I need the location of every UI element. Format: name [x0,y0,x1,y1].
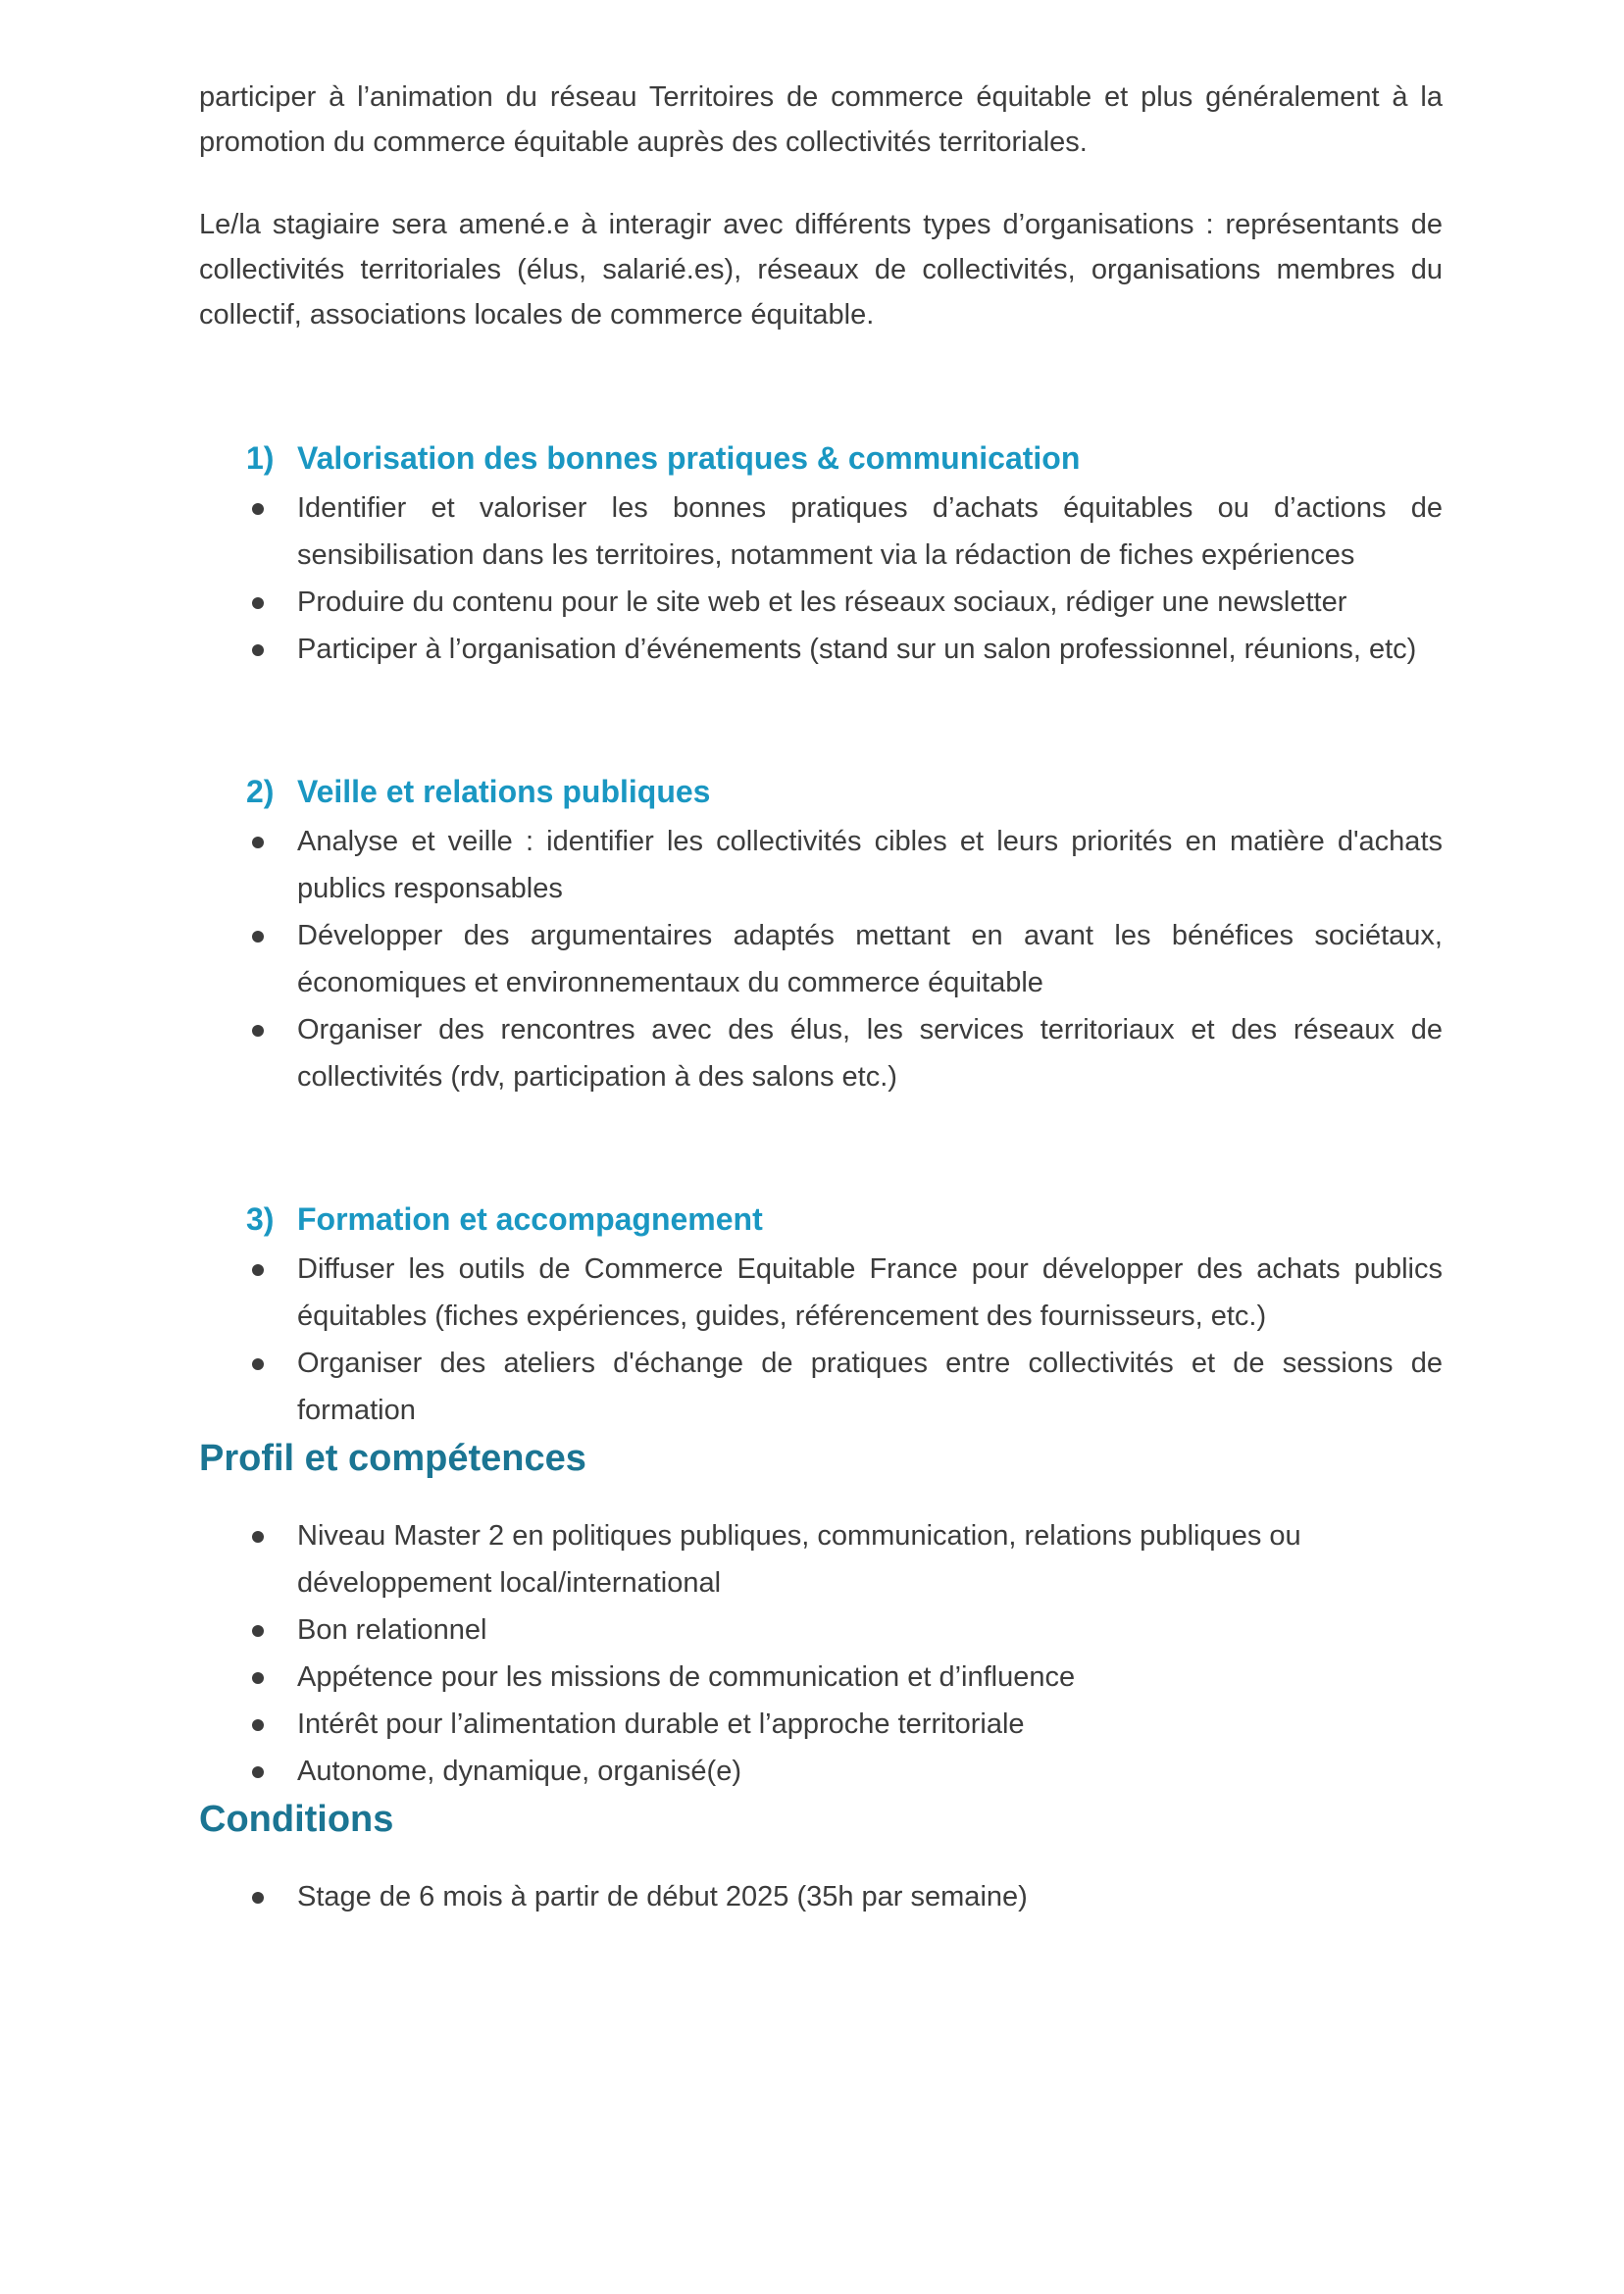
bullet-icon [252,1264,264,1276]
document-page [199,75,1443,1920]
bullet-icon [252,1625,264,1637]
list-item: Diffuser les outils de Commerce Equitable France pour développer des achats publics équitables (fiches expériences, guides, référencement des fournisseurs, etc.) [246,1246,1443,1340]
list-item: Identifier et valoriser les bonnes pratiques d’achats équitables ou d’actions de sensibilisation dans les territoires, notamment via la rédaction de fiches expériences [246,484,1443,579]
list-item: Développer des argumentaires adaptés mettant en avant les bénéfices sociétaux, économiques et environnementaux du commerce équitable [246,912,1443,1006]
conditions-list-wrapper [246,1873,1443,1920]
bullet-icon [252,1025,264,1037]
conditions-list [246,1873,1443,1920]
intro-paragraph-2: Le/la stagiaire sera amené.e à interagir avec différents types d’organisations : représentants de collectivités territoriales (élus, salarié.es), réseaux de collectivités, organisations membres du collectif, associations locales de commerce équitable. [199,209,1443,331]
conditions-heading: Conditions [199,1799,394,1840]
bullet-icon [252,1766,264,1778]
list-item: Produire du contenu pour le site web et les réseaux sociaux, rédiger une newsletter [246,579,1443,626]
section-number: 3) [246,1201,275,1237]
list-item: Participer à l’organisation d’événements (stand sur un salon professionnel, réunions, etc) [246,626,1443,673]
mission-section-3 [246,1197,1443,1434]
list-item: Analyse et veille : identifier les collectivités cibles et leurs priorités en matière d'achats publics responsables [246,818,1443,912]
bullet-icon [252,931,264,943]
intro-paragraph-1: participer à l’animation du réseau Territoires de commerce équitable et plus généralement à la promotion du commerce équitable auprès des collectivités territoriales. [199,81,1443,158]
section-title-text: Formation et accompagnement [297,1201,763,1237]
list-item: Intérêt pour l’alimentation durable et l’approche territoriale [246,1701,1443,1748]
section-title [246,435,1443,481]
profil-heading: Profil et compétences [199,1438,586,1479]
bullet-list [246,1246,1443,1434]
bullet-list [246,484,1443,673]
section-title-text: Veille et relations publiques [297,774,711,809]
list-item: Bon relationnel [246,1606,1443,1654]
bullet-icon [252,1892,264,1904]
bullet-icon [252,1531,264,1543]
profil-list [246,1512,1443,1795]
list-item: Autonome, dynamique, organisé(e) [246,1748,1443,1795]
bullet-icon [252,1672,264,1684]
section-title [246,1197,1443,1242]
list-item: Organiser des ateliers d'échange de pratiques entre collectivités et de sessions de formation [246,1340,1443,1434]
section-number: 1) [246,440,275,476]
list-item: Niveau Master 2 en politiques publiques, communication, relations publiques ou développement local/international [246,1512,1443,1606]
list-item: Appétence pour les missions de communication et d’influence [246,1654,1443,1701]
bullet-list [246,818,1443,1100]
bullet-icon [252,644,264,656]
profil-list-wrapper [246,1512,1443,1795]
section-number: 2) [246,774,275,809]
mission-section-2 [246,769,1443,1100]
section-title [246,769,1443,814]
bullet-icon [252,837,264,848]
bullet-icon [252,503,264,515]
bullet-icon [252,1358,264,1370]
bullet-icon [252,1719,264,1731]
section-title-text: Valorisation des bonnes pratiques & communication [297,440,1081,476]
mission-section-1 [246,435,1443,673]
list-item: Organiser des rencontres avec des élus, les services territoriaux et des réseaux de collectivités (rdv, participation à des salons etc.) [246,1006,1443,1100]
bullet-icon [252,597,264,609]
list-item: Stage de 6 mois à partir de début 2025 (35h par semaine) [246,1873,1443,1920]
